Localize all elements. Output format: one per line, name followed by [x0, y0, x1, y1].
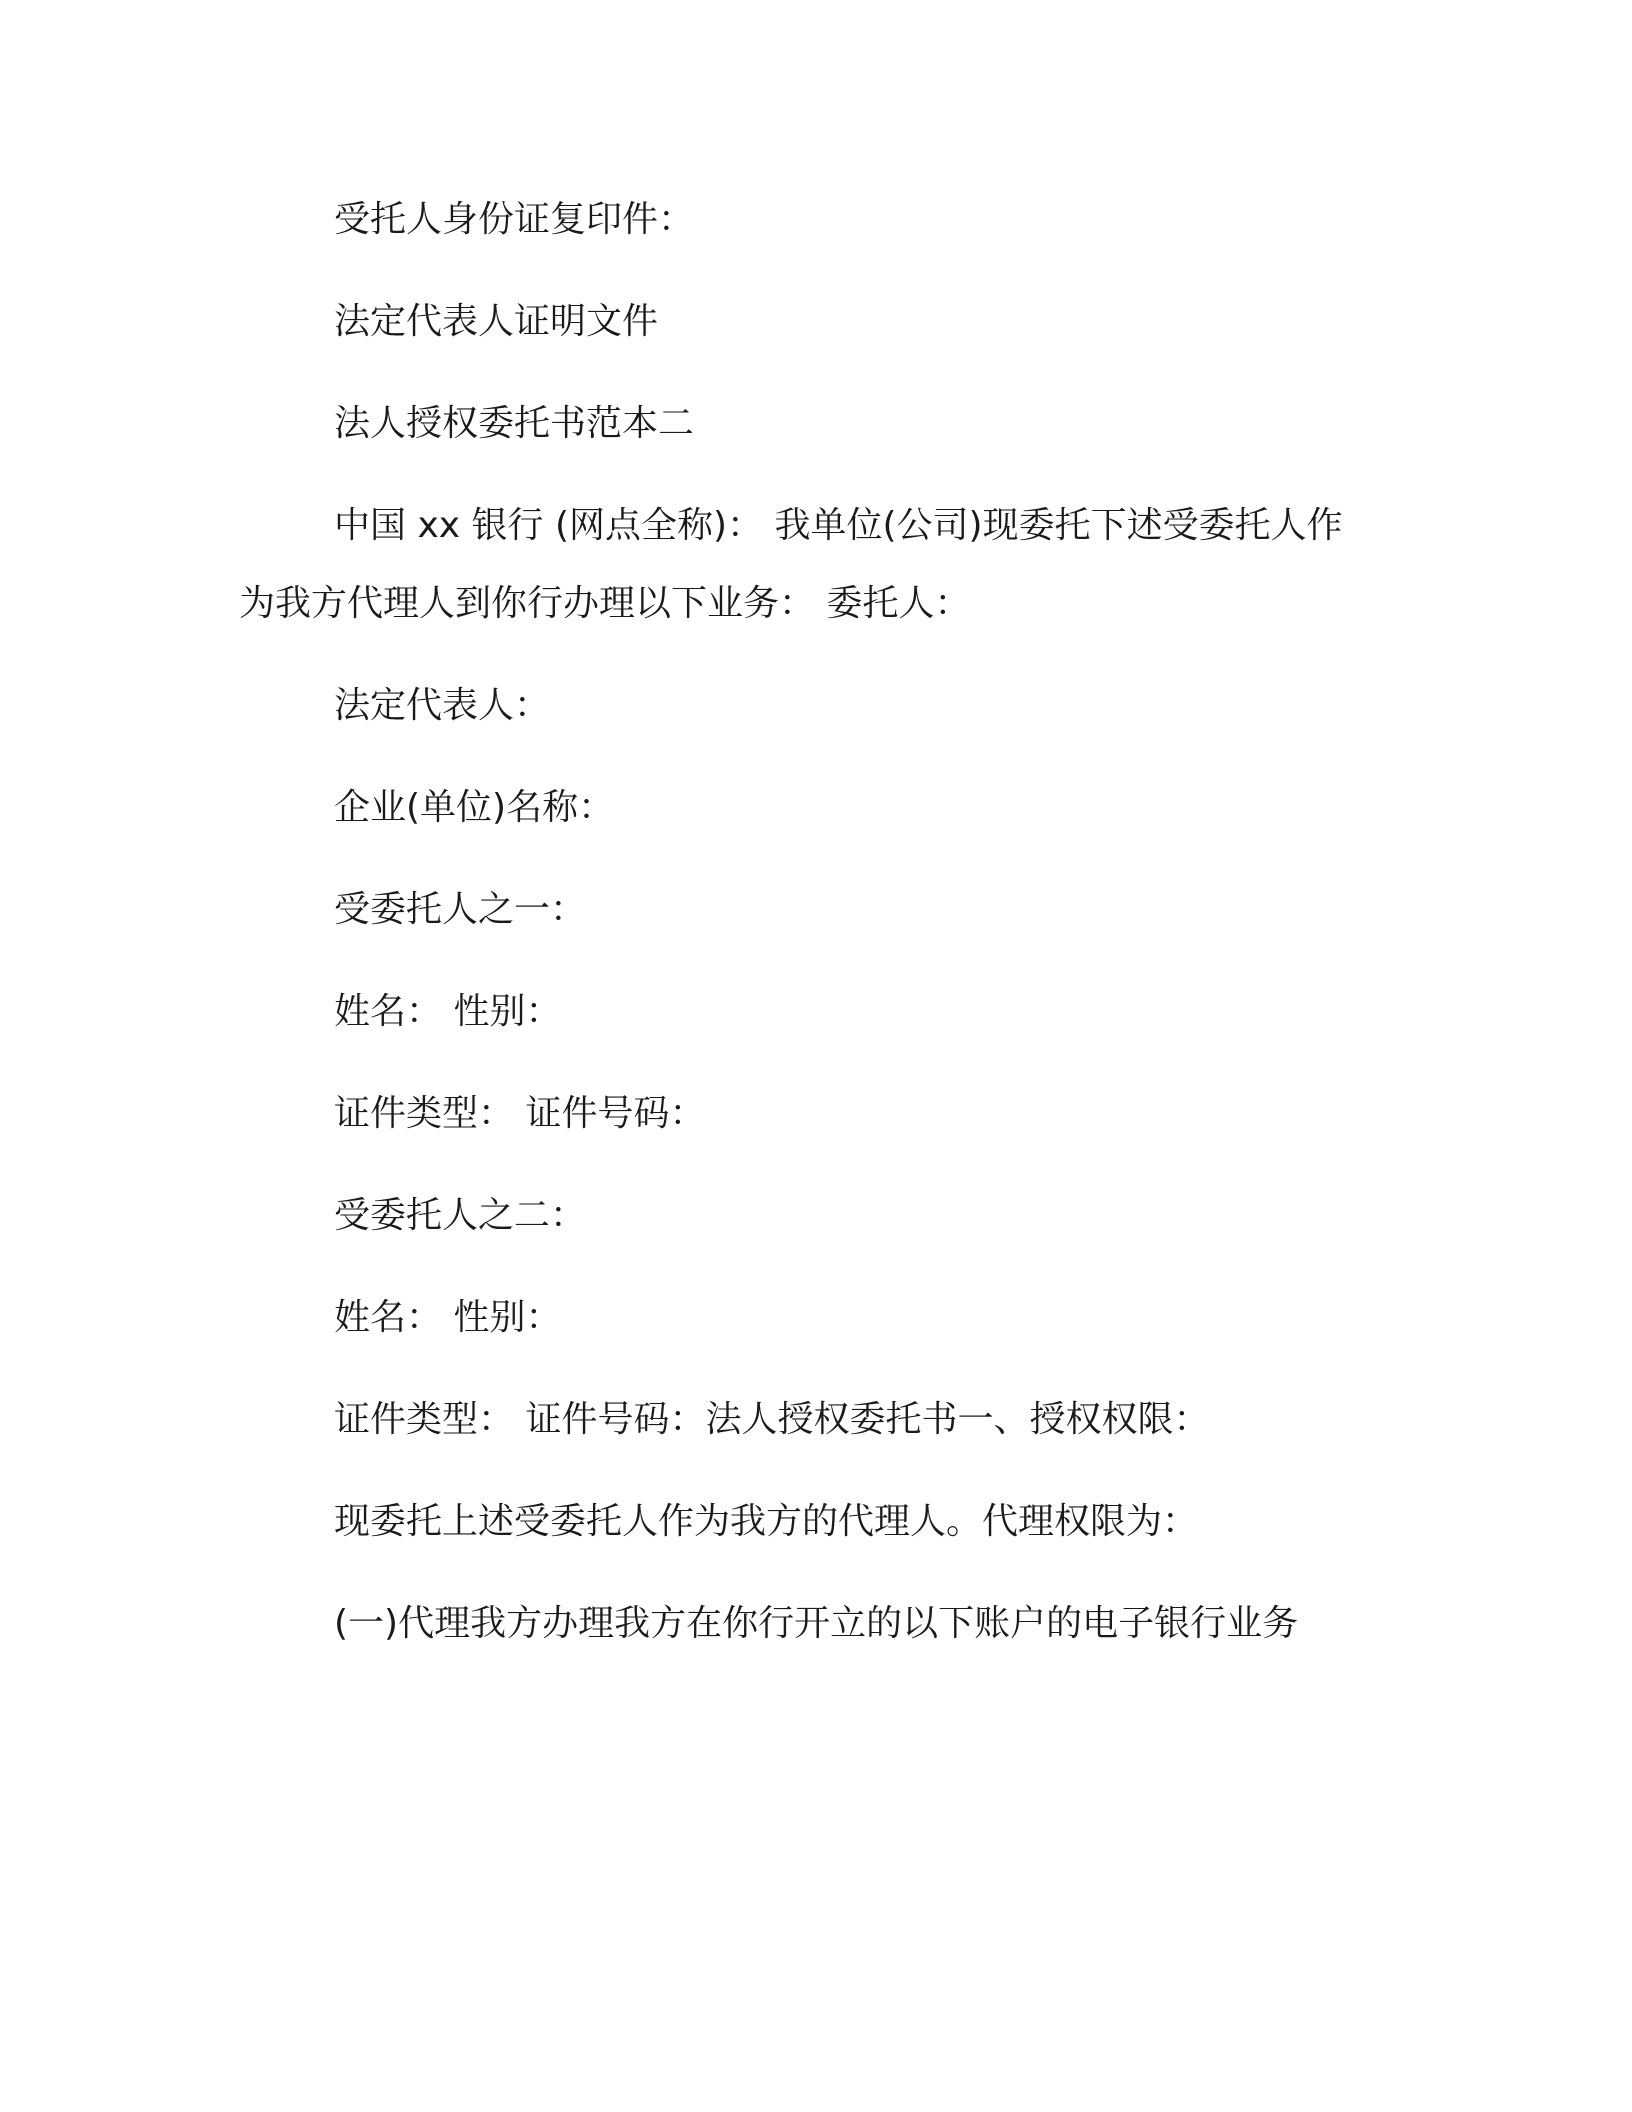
text-line-company-name: 企业(单位)名称：: [334, 787, 615, 828]
text-line-authority: 现委托上述受委托人作为我方的代理人。代理权限为：: [334, 1501, 1199, 1542]
text-line-template-title: 法人授权委托书范本二: [334, 403, 695, 444]
text-line-id-copy: 受托人身份证复印件：: [334, 199, 695, 240]
text-line-trustee-one: 受委托人之一：: [334, 889, 587, 930]
text-line-trustee-two: 受委托人之二：: [334, 1195, 587, 1236]
text-line-name-gender-1: 姓名： 性别：: [334, 991, 562, 1032]
text-line-bank-intro-cont: 为我方代理人到你行办理以下业务： 委托人：: [239, 583, 971, 624]
text-line-legal-rep-proof: 法定代表人证明文件: [334, 301, 659, 342]
text-line-id-type-2: 证件类型： 证件号码：法人授权委托书一、授权权限：: [334, 1399, 1210, 1440]
text-line-legal-rep: 法定代表人：: [334, 685, 551, 726]
text-line-ebank-business: (一)代理我方办理我方在你行开立的以下账户的电子银行业务: [334, 1603, 1299, 1644]
text-line-bank-intro: 中国 xx 银行 (网点全称)： 我单位(公司)现委托下述受委托人作: [334, 505, 1343, 546]
text-line-id-type-1: 证件类型： 证件号码：: [334, 1093, 706, 1134]
text-line-name-gender-2: 姓名： 性别：: [334, 1297, 562, 1338]
